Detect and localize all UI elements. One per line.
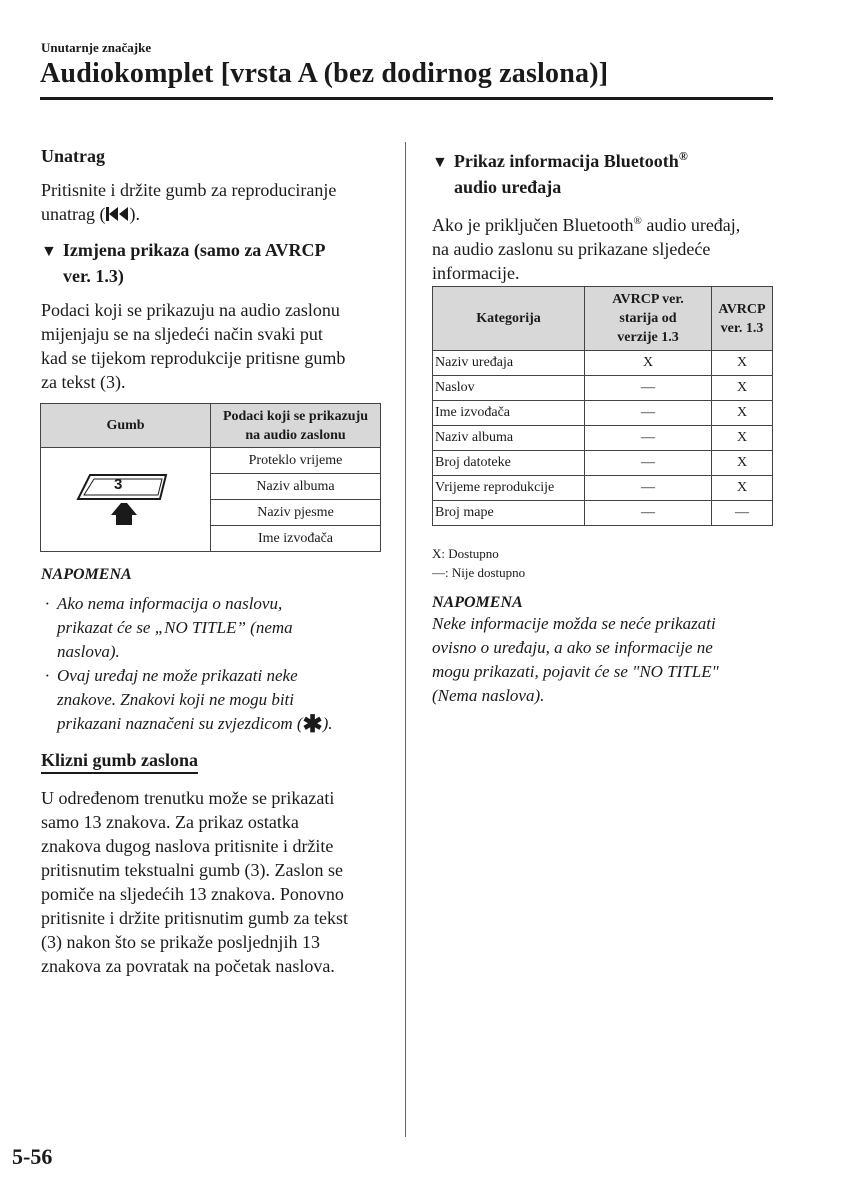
- unatrag-heading: Unatrag: [41, 146, 105, 166]
- category-cell: Vrijeme reprodukcije: [433, 476, 585, 501]
- unatrag-text-post: ).: [129, 204, 140, 224]
- header-line: AVRCP ver.: [612, 292, 684, 307]
- page-title: Audiokomplet [vrsta A (bez dodirnog zaslona)]: [40, 58, 609, 89]
- izmjena-line: mijenjaju se na sljedeći način svaki put: [41, 324, 323, 344]
- category-cell: Broj mape: [433, 501, 585, 526]
- section-label: Unutarnje značajke: [41, 40, 152, 55]
- klizni-line: znakova dugog naslova pritisnite i držite: [41, 836, 334, 856]
- bullet: ·: [45, 666, 50, 685]
- registered-mark: ®: [678, 149, 688, 163]
- note-line: ovisno o uređaju, a ako se informacije ne: [432, 638, 713, 657]
- header-line: verzije 1.3: [617, 330, 679, 345]
- intro-line-3: informacije.: [432, 263, 520, 283]
- napomena-label: NAPOMENA: [432, 594, 523, 611]
- old-version-cell: —: [585, 451, 712, 476]
- triangle-down-icon: ▼: [41, 243, 57, 260]
- new-version-cell: X: [712, 451, 773, 476]
- bluetooth-heading-line-2: audio uređaja: [454, 177, 562, 197]
- intro-line-1: [432, 209, 777, 237]
- table-header-avrcp-13: [712, 287, 773, 351]
- category-cell: Broj datoteke: [433, 451, 585, 476]
- column-divider: [405, 142, 406, 1137]
- previous-track-icon: [105, 204, 129, 228]
- right-column: [432, 144, 777, 285]
- klizni-line: pomiče na sljedećih 13 znakova. Ponovno: [41, 884, 344, 904]
- new-version-cell: X: [712, 401, 773, 426]
- note-line: prikazat će se „NO TITLE” (nema: [57, 618, 293, 637]
- note-line-post: ).: [322, 714, 333, 733]
- klizni-heading: [41, 750, 198, 771]
- intro-line-1-pre: Ako je priključen Bluetooth: [432, 215, 634, 235]
- unatrag-text-line-1: Pritisnite i držite gumb za reproduciranje: [41, 180, 337, 200]
- header-line: starija od: [619, 311, 677, 326]
- table-row: Naziv albuma: [211, 474, 381, 500]
- button-display-table: [40, 403, 381, 552]
- legend-unavailable: —: Nije dostupno: [432, 565, 526, 580]
- button-number-label: 3: [114, 476, 123, 493]
- bluetooth-info-table: [432, 286, 773, 526]
- table-row: Naziv pjesme: [211, 500, 381, 526]
- new-version-cell: —: [712, 501, 773, 526]
- old-version-cell: —: [585, 476, 712, 501]
- old-version-cell: —: [585, 426, 712, 451]
- note-line: (Nema naslova).: [432, 686, 545, 705]
- note-line: znakove. Znakovi koji ne mogu biti: [57, 690, 295, 709]
- category-cell: Ime izvođača: [433, 401, 585, 426]
- legend-available: X: Dostupno: [432, 546, 499, 561]
- category-cell: Naziv uređaja: [433, 351, 585, 376]
- izmjena-line: za tekst (3).: [41, 372, 126, 392]
- header-line: ver. 1.3: [720, 320, 764, 336]
- old-version-cell: —: [585, 501, 712, 526]
- note-line: Ako nema informacija o naslovu,: [57, 594, 283, 613]
- izmjena-paragraph: [41, 298, 391, 394]
- izmjena-heading: [41, 238, 391, 264]
- klizni-line: U određenom trenutku može se prikazati: [41, 788, 335, 808]
- title-rule: [40, 97, 773, 100]
- table-header-podaci: [211, 404, 381, 448]
- table-row: [433, 501, 773, 526]
- note-line-pre: prikazani naznačeni su zvjezdicom (: [57, 714, 303, 733]
- table-header-podaci-line-1: Podaci koji se prikazuju: [222, 408, 369, 424]
- table-legend: [432, 544, 525, 582]
- unatrag-text-pre: unatrag (: [41, 204, 106, 224]
- note-line: [57, 712, 391, 736]
- note-line: Ovaj uređaj ne može prikazati neke: [57, 666, 298, 685]
- new-version-cell: X: [712, 376, 773, 401]
- text-button-illustration: [76, 465, 176, 529]
- klizni-line: pritisnutim tekstualni gumb (3). Zaslon se: [41, 860, 343, 880]
- page-number: 5-56: [12, 1144, 53, 1169]
- triangle-down-icon: ▼: [432, 154, 448, 171]
- new-version-cell: X: [712, 476, 773, 501]
- note-line: naslova).: [57, 642, 120, 661]
- note-line: mogu prikazati, pojavit će se "NO TITLE": [432, 662, 719, 681]
- old-version-cell: X: [585, 351, 712, 376]
- category-cell: Naziv albuma: [433, 426, 585, 451]
- table-header-gumb: Gumb: [41, 404, 211, 448]
- asterisk-icon: ✱: [302, 712, 323, 738]
- old-version-cell: —: [585, 401, 712, 426]
- klizni-heading-text: Klizni gumb zaslona: [41, 750, 198, 774]
- izmjena-line: kad se tijekom reprodukcije pritisne gumb: [41, 348, 346, 368]
- note-line: Neke informacije možda se neće prikazati: [432, 614, 716, 633]
- table-header-avrcp-old: [585, 287, 712, 351]
- table-row: [433, 351, 773, 376]
- table-row: Ime izvođača: [211, 526, 381, 552]
- note-item-2: [41, 664, 391, 736]
- right-notes: [432, 594, 777, 708]
- new-version-cell: X: [712, 351, 773, 376]
- left-column: [41, 144, 391, 394]
- table-header-podaci-line-2: na audio zaslonu: [245, 427, 346, 443]
- table-row: [433, 451, 773, 476]
- old-version-cell: —: [585, 376, 712, 401]
- category-cell: Naslov: [433, 376, 585, 401]
- table-row: Proteklo vrijeme: [211, 448, 381, 474]
- unatrag-text-line-2: [41, 202, 391, 228]
- table-header-kategorija: Kategorija: [433, 287, 585, 351]
- table-row: [433, 376, 773, 401]
- table-row: [433, 401, 773, 426]
- bluetooth-heading: [432, 144, 777, 175]
- table-row: [433, 426, 773, 451]
- bullet: ·: [45, 594, 50, 613]
- text-button-cell: [41, 448, 211, 552]
- bluetooth-heading-line-1: Prikaz informacija Bluetooth: [453, 151, 679, 171]
- klizni-line: (3) nakon što se prikaže posljednjih 13: [41, 932, 320, 952]
- izmjena-heading-line-2: ver. 1.3): [63, 266, 124, 286]
- klizni-line: samo 13 znakova. Za prikaz ostatka: [41, 812, 299, 832]
- table-row: [433, 476, 773, 501]
- intro-line-1-post: audio uređaj,: [641, 215, 741, 235]
- left-notes: [41, 566, 391, 736]
- klizni-line: znakova za povratak na početak naslova.: [41, 956, 335, 976]
- header-line: AVRCP: [718, 301, 766, 317]
- klizni-line: pritisnite i držite pritisnutim gumb za tekst: [41, 908, 348, 928]
- izmjena-heading-line-1: Izmjena prikaza (samo za AVRCP: [62, 240, 326, 260]
- note-item-1: [41, 592, 391, 664]
- registered-mark: ®: [633, 215, 642, 227]
- izmjena-line: Podaci koji se prikazuju na audio zaslonu: [41, 300, 340, 320]
- klizni-paragraph: [41, 786, 391, 978]
- napomena-label: NAPOMENA: [41, 566, 132, 583]
- new-version-cell: X: [712, 426, 773, 451]
- intro-line-2: na audio zaslonu su prikazane sljedeće: [432, 239, 711, 259]
